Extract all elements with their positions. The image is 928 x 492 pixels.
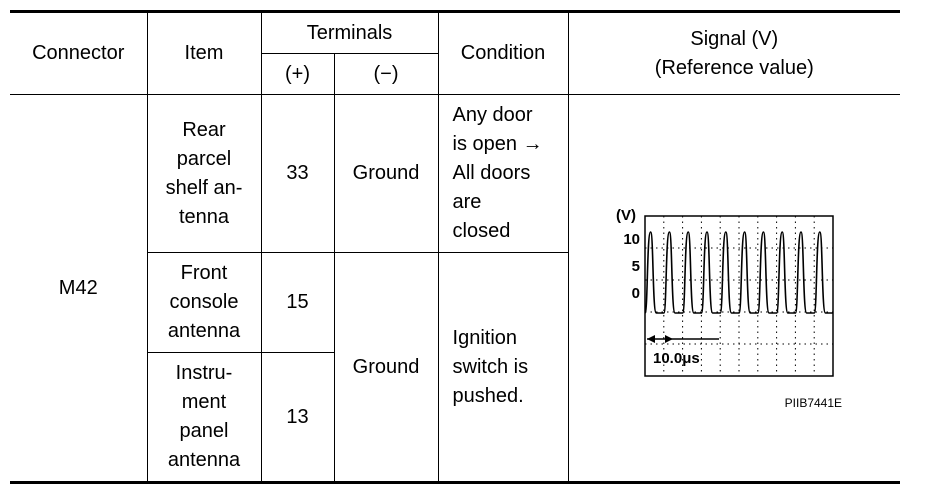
minus-cell-merged: Ground xyxy=(334,253,438,483)
condition-line: Any door xyxy=(452,104,533,126)
condition-line: All doors xyxy=(452,162,531,184)
plus-cell-1: 33 xyxy=(261,95,334,253)
time-arrow-left xyxy=(647,335,655,343)
condition-line: are xyxy=(452,191,482,213)
condition-line: Ignition xyxy=(452,326,518,349)
item-cell-1 xyxy=(147,95,261,253)
condition-cell-merged xyxy=(438,253,568,483)
header-condition: Condition xyxy=(438,12,568,95)
item-line: antenna xyxy=(167,449,241,471)
header-signal-line1: Signal (V) xyxy=(690,27,779,50)
header-item: Item xyxy=(147,12,261,95)
condition-cell-1 xyxy=(438,95,568,253)
item-line: panel xyxy=(179,420,229,442)
condition-line: is open → xyxy=(452,133,543,155)
header-terminals: Terminals xyxy=(261,12,438,54)
plus-cell-2: 15 xyxy=(261,253,334,353)
y-tick-0: 0 xyxy=(631,285,640,302)
header-connector: Connector xyxy=(10,12,147,95)
terminal-spec-table xyxy=(10,10,900,484)
connector-cell: M42 xyxy=(10,95,147,483)
minus-cell-1: Ground xyxy=(334,95,438,253)
item-line: console xyxy=(169,291,239,313)
item-line: tenna xyxy=(178,205,230,228)
header-minus: (−) xyxy=(334,54,438,95)
item-line: Instru- xyxy=(175,362,233,384)
y-tick-10: 10 xyxy=(622,231,640,248)
y-tick-5: 5 xyxy=(631,258,640,275)
header-signal-line2: (Reference value) xyxy=(654,56,814,79)
item-cell-3 xyxy=(147,353,261,483)
item-cell-2 xyxy=(147,253,261,353)
condition-line: pushed. xyxy=(452,384,524,407)
condition-line: closed xyxy=(452,220,511,242)
item-line: Front xyxy=(180,262,228,284)
item-line: parcel xyxy=(176,147,232,170)
header-plus: (+) xyxy=(261,54,334,95)
signal-cell xyxy=(568,95,900,483)
figure-id: PIIB7441E xyxy=(784,396,843,410)
time-division-label: 10.0μs xyxy=(652,350,700,367)
condition-line: switch is xyxy=(452,355,529,378)
header-signal xyxy=(568,12,900,95)
oscilloscope-waveform xyxy=(607,198,867,398)
spec-table-wrapper xyxy=(10,10,900,488)
item-line: Rear xyxy=(182,118,226,141)
item-line: shelf an- xyxy=(165,176,243,199)
plus-cell-3: 13 xyxy=(261,353,334,483)
y-unit-label: (V) xyxy=(615,207,636,224)
time-arrow-right xyxy=(665,335,673,343)
item-line: ment xyxy=(181,391,227,413)
item-line: antenna xyxy=(167,320,241,342)
